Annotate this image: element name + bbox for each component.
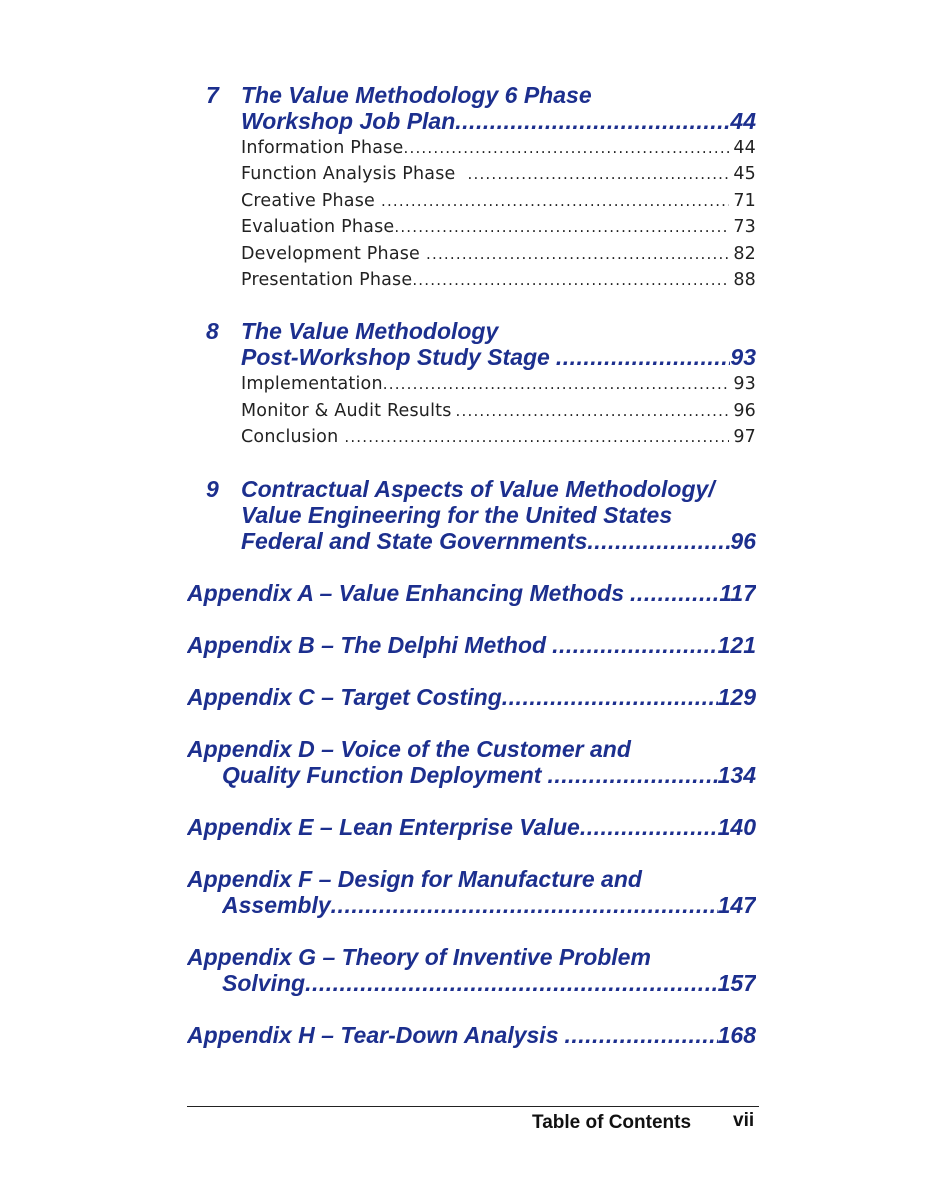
chapter-title-line[interactable]: Contractual Aspects of Value Methodology/ [241,476,715,502]
chapter-title-line: Workshop Job Plan [241,108,456,134]
section-title: Function Analysis Phase [241,164,456,184]
appendix-entry-b[interactable] [187,632,756,658]
page-number: 96 [733,401,756,421]
section-entry[interactable] [241,214,756,240]
section-title: Conclusion [241,427,339,447]
dot-leader [331,892,718,918]
appendix-entry-a[interactable] [187,580,756,606]
chapter-number: 7 [206,82,219,108]
section-entry[interactable] [241,267,756,293]
appendix-entry-f[interactable] [222,892,756,918]
page-number: 147 [717,892,756,918]
dot-leader [456,398,730,424]
appendix-entry-e[interactable] [187,814,756,840]
section-entry[interactable] [241,241,756,267]
chapter-entry-7[interactable] [241,108,756,134]
page-number: 140 [717,814,756,840]
appendix-title-line[interactable]: Appendix D – Voice of the Customer and [187,736,631,762]
dot-leader [394,214,729,240]
dot-leader [630,580,719,606]
section-entry[interactable] [241,424,756,450]
appendix-title: Appendix B – The Delphi Method [187,632,547,658]
dot-leader [344,424,729,450]
appendix-title: Appendix A – Value Enhancing Methods [187,580,625,606]
dot-leader [455,108,730,134]
page-number: 121 [717,632,756,658]
page-number: 73 [733,217,756,237]
dot-leader [383,371,730,397]
appendix-title: Solving [222,970,306,996]
appendix-title-line[interactable]: Appendix G – Theory of Inventive Problem [187,944,651,970]
page-number: 157 [717,970,756,996]
page-number: 44 [733,138,756,158]
page-number: 88 [733,270,756,290]
section-title: Presentation Phase [241,270,413,290]
appendix-title: Appendix H – Tear-Down Analysis [187,1022,559,1048]
page-number: 168 [717,1022,756,1048]
page-number: 82 [733,244,756,264]
footer-rule [187,1106,759,1107]
dot-leader [564,1022,717,1048]
dot-leader [468,161,730,187]
section-title: Development Phase [241,244,421,264]
section-entry[interactable] [241,161,756,187]
appendix-entry-c[interactable] [187,684,756,710]
section-entry[interactable] [241,398,756,424]
chapter-title-line: Federal and State Governments [241,528,588,554]
dot-leader [426,241,729,267]
page-number: 97 [733,427,756,447]
dot-leader [552,632,718,658]
page-number: 117 [719,580,756,606]
appendix-entry-g[interactable] [222,970,756,996]
page-number: 93 [733,374,756,394]
appendix-title-line[interactable]: Appendix F – Design for Manufacture and [187,866,642,892]
chapter-title-line[interactable]: The Value Methodology [241,318,499,344]
dot-leader [547,762,717,788]
dot-leader [580,814,718,840]
section-entry[interactable] [241,135,756,161]
dot-leader [305,970,718,996]
section-title: Evaluation Phase [241,217,395,237]
chapter-number: 9 [206,476,219,502]
footer-title: Table of Contents [532,1112,692,1133]
chapter-title-line[interactable]: Value Engineering for the United States [241,502,673,528]
dot-leader [587,528,730,554]
chapter-entry-9[interactable] [241,528,756,554]
page-number: 96 [730,528,756,554]
page-number: 44 [730,108,756,134]
section-title: Information Phase [241,138,404,158]
chapter-number: 8 [206,318,219,344]
page-number: 129 [717,684,756,710]
appendix-entry-d[interactable] [222,762,756,788]
page-number: 93 [730,344,756,370]
section-title: Implementation [241,374,383,394]
appendix-entry-h[interactable] [187,1022,756,1048]
section-entry[interactable] [241,371,756,397]
footer-page-number: vii [733,1110,755,1131]
chapter-entry-8[interactable] [241,344,756,370]
chapter-title-line[interactable]: The Value Methodology 6 Phase [241,82,592,108]
appendix-title: Quality Function Deployment [222,762,542,788]
dot-leader [412,267,729,293]
dot-leader [404,135,730,161]
chapter-title-line: Post-Workshop Study Stage [241,344,550,370]
page-number: 71 [733,191,756,211]
section-title: Creative Phase [241,191,375,211]
appendix-title: Appendix E – Lean Enterprise Value [187,814,580,840]
appendix-title: Appendix C – Target Costing [187,684,502,710]
page-number: 45 [733,164,756,184]
section-entry[interactable] [241,188,756,214]
section-title: Monitor & Audit Results [241,401,452,421]
dot-leader [381,188,729,214]
dot-leader [556,344,731,370]
page-number: 134 [717,762,756,788]
dot-leader [502,684,718,710]
appendix-title: Assembly [222,892,331,918]
